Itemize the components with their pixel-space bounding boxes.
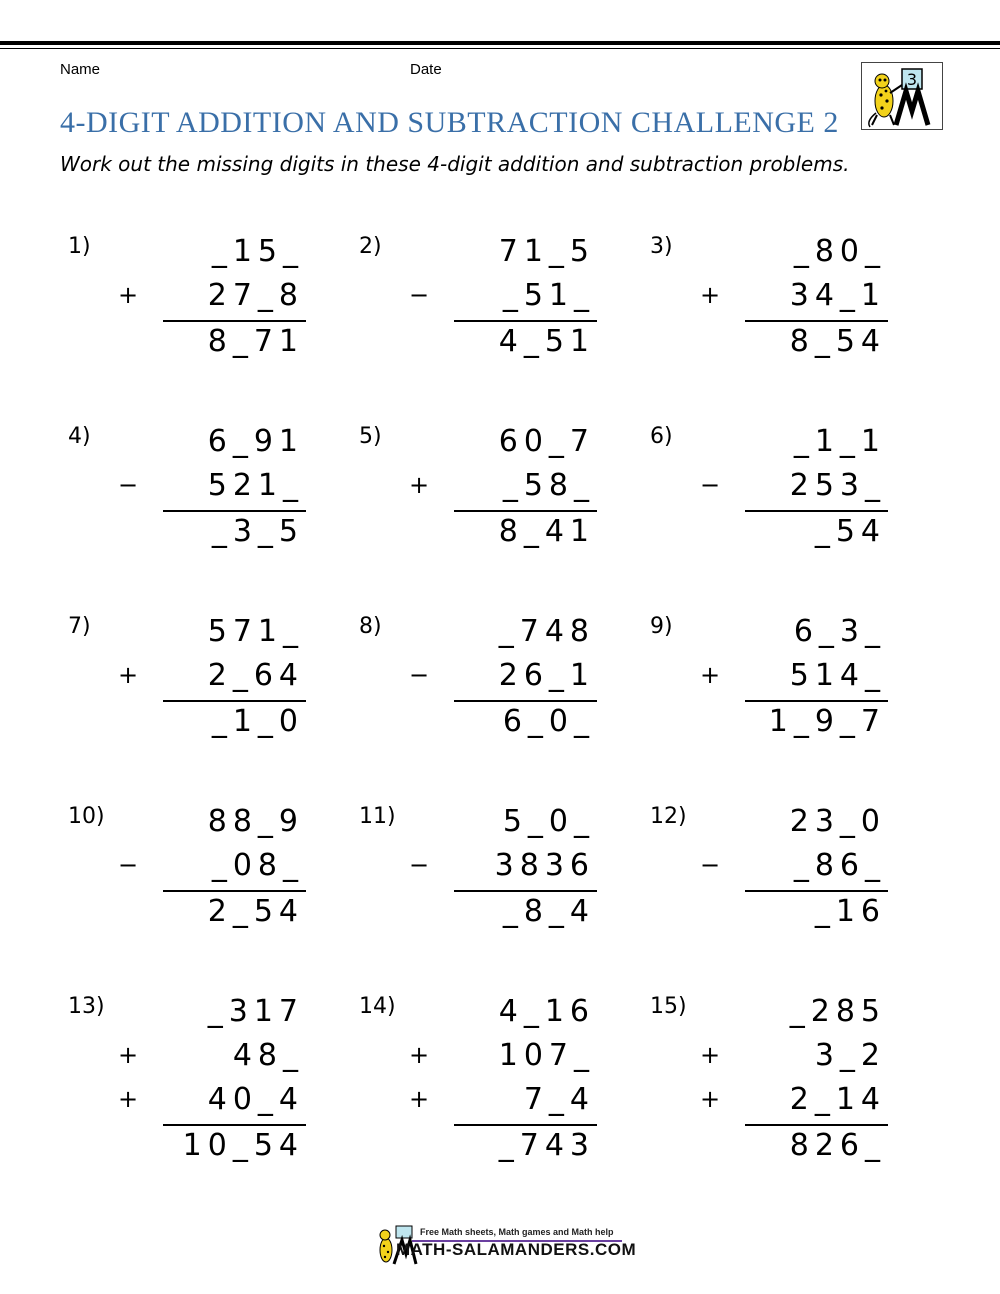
problem-number: 10) bbox=[68, 804, 105, 829]
problem-14 bbox=[349, 994, 609, 1174]
answer-line bbox=[745, 510, 888, 512]
addend-number: 3_2 bbox=[814, 1038, 886, 1073]
problem-number: 11) bbox=[359, 804, 396, 829]
answer-line bbox=[163, 1124, 306, 1126]
top-number: _80_ bbox=[793, 234, 886, 269]
date-label: Date bbox=[410, 61, 442, 78]
operator-sign: − bbox=[409, 281, 430, 309]
footer-brand: MATH-SALAMANDERS.COM bbox=[396, 1240, 637, 1259]
addend-number: 34_1 bbox=[789, 278, 886, 313]
operator-sign: + bbox=[700, 661, 721, 689]
problem-number: 6) bbox=[650, 424, 673, 449]
problem-number: 5) bbox=[359, 424, 382, 449]
header-rule-thick bbox=[0, 41, 1000, 45]
operator-sign: − bbox=[409, 661, 430, 689]
result-number: _16 bbox=[814, 894, 886, 929]
addend-number: 26_1 bbox=[498, 658, 595, 693]
problem-11 bbox=[349, 804, 609, 984]
problem-10 bbox=[58, 804, 318, 984]
answer-line bbox=[454, 510, 597, 512]
result-number: _743 bbox=[498, 1128, 595, 1163]
top-number: _1_1 bbox=[793, 424, 886, 459]
addend-number: 2_64 bbox=[207, 658, 304, 693]
problem-number: 7) bbox=[68, 614, 91, 639]
operator-sign: + bbox=[118, 661, 139, 689]
top-number: 60_7 bbox=[498, 424, 595, 459]
operator-sign: + bbox=[118, 281, 139, 309]
operator-sign: − bbox=[700, 851, 721, 879]
top-number: 5_0_ bbox=[502, 804, 595, 839]
problem-number: 1) bbox=[68, 234, 91, 259]
problem-number: 3) bbox=[650, 234, 673, 259]
problem-15 bbox=[640, 994, 900, 1174]
addend-number: 27_8 bbox=[207, 278, 304, 313]
addend-number: 7_4 bbox=[523, 1082, 595, 1117]
top-number: _748 bbox=[498, 614, 595, 649]
problem-number: 9) bbox=[650, 614, 673, 639]
top-number: 6_3_ bbox=[793, 614, 886, 649]
addend-number: _08_ bbox=[211, 848, 304, 883]
problem-number: 14) bbox=[359, 994, 396, 1019]
operator-sign: + bbox=[409, 471, 430, 499]
addend-number: 2_14 bbox=[789, 1082, 886, 1117]
answer-line bbox=[454, 1124, 597, 1126]
answer-line bbox=[454, 320, 597, 322]
worksheet-title: 4-DIGIT ADDITION AND SUBTRACTION CHALLENGE 2 bbox=[60, 106, 839, 139]
top-number: _15_ bbox=[211, 234, 304, 269]
addend-number: 107_ bbox=[498, 1038, 595, 1073]
problem-12 bbox=[640, 804, 900, 984]
result-number: 2_54 bbox=[207, 894, 304, 929]
salamander-logo bbox=[861, 62, 943, 130]
result-number: 8_71 bbox=[207, 324, 304, 359]
result-number: _3_5 bbox=[211, 514, 304, 549]
answer-line bbox=[745, 320, 888, 322]
addend-number: 48_ bbox=[232, 1038, 304, 1073]
answer-line bbox=[745, 700, 888, 702]
result-number: 4_51 bbox=[498, 324, 595, 359]
result-number: 826_ bbox=[789, 1128, 886, 1163]
answer-line bbox=[454, 700, 597, 702]
top-number: 4_16 bbox=[498, 994, 595, 1029]
top-number: _285 bbox=[789, 994, 886, 1029]
problem-number: 12) bbox=[650, 804, 687, 829]
problem-6 bbox=[640, 424, 900, 604]
header-rule-thin bbox=[0, 48, 1000, 49]
addend-number: 253_ bbox=[789, 468, 886, 503]
problem-5 bbox=[349, 424, 609, 604]
operator-sign: − bbox=[118, 471, 139, 499]
operator-sign: − bbox=[409, 851, 430, 879]
problem-number: 13) bbox=[68, 994, 105, 1019]
addend-number: _51_ bbox=[502, 278, 595, 313]
answer-line bbox=[745, 890, 888, 892]
name-label: Name bbox=[60, 61, 101, 78]
top-number: 88_9 bbox=[207, 804, 304, 839]
operator-sign: − bbox=[118, 851, 139, 879]
result-number: _1_0 bbox=[211, 704, 304, 739]
problem-2 bbox=[349, 234, 609, 414]
problem-13 bbox=[58, 994, 318, 1174]
result-number: _8_4 bbox=[502, 894, 595, 929]
top-number: 23_0 bbox=[789, 804, 886, 839]
problem-number: 2) bbox=[359, 234, 382, 259]
problem-number: 8) bbox=[359, 614, 382, 639]
top-number: _317 bbox=[207, 994, 304, 1029]
answer-line bbox=[163, 320, 306, 322]
problem-7 bbox=[58, 614, 318, 794]
problem-number: 15) bbox=[650, 994, 687, 1019]
result-number: 10_54 bbox=[182, 1128, 304, 1163]
problem-number: 4) bbox=[68, 424, 91, 449]
result-number: 8_41 bbox=[498, 514, 595, 549]
problem-1 bbox=[58, 234, 318, 414]
problem-8 bbox=[349, 614, 609, 794]
addend-number: 514_ bbox=[789, 658, 886, 693]
operator-sign: + bbox=[409, 1041, 430, 1069]
addend-number: 521_ bbox=[207, 468, 304, 503]
answer-line bbox=[163, 510, 306, 512]
answer-line bbox=[163, 890, 306, 892]
addend-number: _58_ bbox=[502, 468, 595, 503]
addend-number: 40_4 bbox=[207, 1082, 304, 1117]
operator-sign: + bbox=[700, 281, 721, 309]
worksheet-instructions: Work out the missing digits in these 4-digit addition and subtraction problems. bbox=[60, 152, 850, 176]
answer-line bbox=[745, 1124, 888, 1126]
addend-number: _86_ bbox=[793, 848, 886, 883]
answer-line bbox=[454, 890, 597, 892]
top-number: 6_91 bbox=[207, 424, 304, 459]
operator-sign: + bbox=[118, 1085, 139, 1113]
answer-line bbox=[163, 700, 306, 702]
result-number: _54 bbox=[814, 514, 886, 549]
operator-sign: + bbox=[700, 1041, 721, 1069]
result-number: 1_9_7 bbox=[768, 704, 886, 739]
top-number: 71_5 bbox=[498, 234, 595, 269]
result-number: 6_0_ bbox=[502, 704, 595, 739]
addend-number: 3836 bbox=[494, 848, 595, 883]
problem-9 bbox=[640, 614, 900, 794]
salamander-mascot-icon bbox=[862, 63, 942, 129]
top-number: 571_ bbox=[207, 614, 304, 649]
operator-sign: + bbox=[409, 1085, 430, 1113]
operator-sign: + bbox=[118, 1041, 139, 1069]
problem-4 bbox=[58, 424, 318, 604]
footer-tagline: Free Math sheets, Math games and Math help bbox=[420, 1227, 614, 1237]
problem-3 bbox=[640, 234, 900, 414]
operator-sign: − bbox=[700, 471, 721, 499]
operator-sign: + bbox=[700, 1085, 721, 1113]
result-number: 8_54 bbox=[789, 324, 886, 359]
logo-grade: 3 bbox=[906, 70, 918, 89]
